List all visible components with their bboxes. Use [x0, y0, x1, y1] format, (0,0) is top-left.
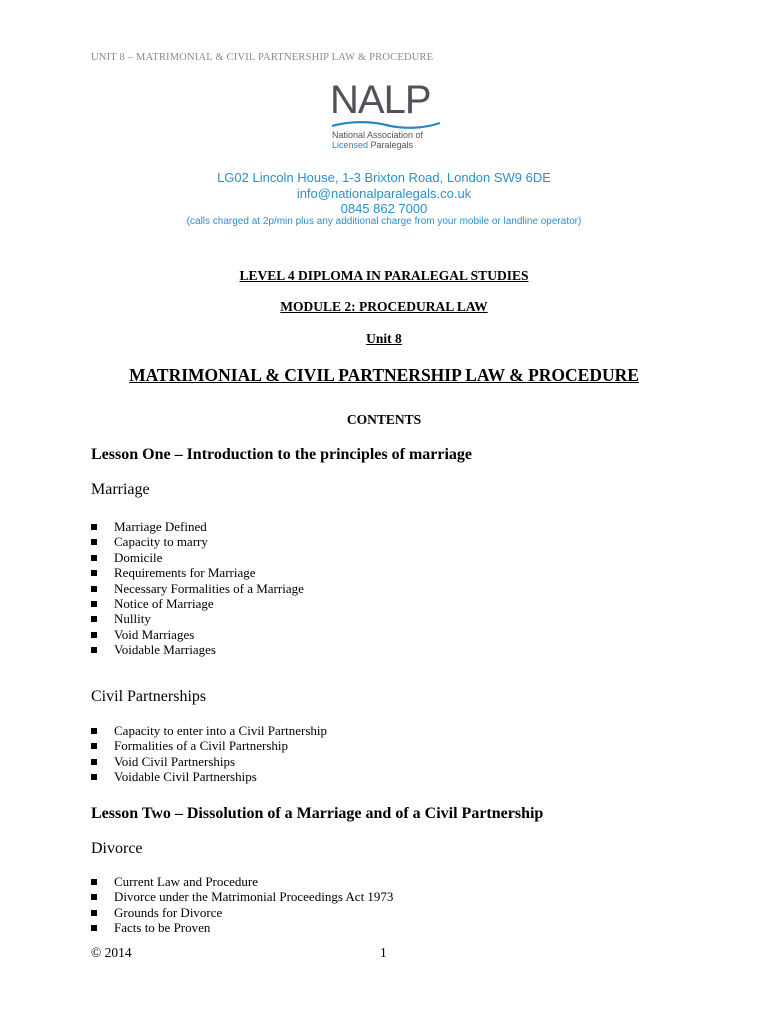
contact-address: LG02 Lincoln House, 1-3 Brixton Road, London SW9 6DE: [217, 170, 551, 185]
bullet-icon: [91, 743, 97, 749]
bullet-icon: [91, 910, 97, 916]
bullet-icon: [91, 647, 97, 653]
list-item: Capacity to enter into a Civil Partnership: [91, 723, 327, 738]
module-heading: MODULE 2: PROCEDURAL LAW: [280, 299, 488, 314]
document-title: MATRIMONIAL & CIVIL PARTNERSHIP LAW & PROCEDURE: [129, 365, 639, 385]
bullet-icon: [91, 555, 97, 561]
marriage-list: [91, 519, 304, 658]
bullet-icon: [91, 524, 97, 530]
contact-email[interactable]: info@nationalparalegals.co.uk: [296, 186, 472, 201]
list-item: Nullity: [91, 611, 304, 626]
bullet-icon: [91, 539, 97, 545]
list-item: Formalities of a Civil Partnership: [91, 738, 327, 753]
bullet-icon: [91, 925, 97, 931]
list-item: Facts to be Proven: [91, 920, 393, 935]
list-item: Grounds for Divorce: [91, 905, 393, 920]
bullet-icon: [91, 632, 97, 638]
diploma-heading: LEVEL 4 DIPLOMA IN PARALEGAL STUDIES: [239, 268, 529, 283]
nalp-logo: [330, 80, 450, 160]
contact-phone: 0845 862 7000: [340, 201, 428, 216]
logo-line-1: National Association of: [332, 130, 424, 140]
bullet-icon: [91, 728, 97, 734]
contact-call-note: (calls charged at 2p/min plus any additional charge from your mobile or landline operator): [186, 216, 582, 227]
bullet-icon: [91, 570, 97, 576]
logo-wave-icon: [330, 120, 442, 130]
logo-line-2-highlight: Licensed: [332, 140, 369, 150]
list-item: Requirements for Marriage: [91, 565, 304, 580]
civil-partnerships-heading: Civil Partnerships: [91, 688, 207, 705]
list-item: Void Marriages: [91, 627, 304, 642]
divorce-heading: Divorce: [91, 840, 143, 857]
list-item: Voidable Civil Partnerships: [91, 769, 327, 784]
lesson-one-title: Lesson One – Introduction to the principles of marriage: [91, 446, 473, 463]
civil-partnerships-list: [91, 723, 327, 785]
list-item: Voidable Marriages: [91, 642, 304, 657]
list-item: Capacity to marry: [91, 534, 304, 549]
list-item: Divorce under the Matrimonial Proceedings Act 1973: [91, 889, 393, 904]
bullet-icon: [91, 586, 97, 592]
list-item: Notice of Marriage: [91, 596, 304, 611]
list-item: Current Law and Procedure: [91, 874, 393, 889]
contents-heading: CONTENTS: [346, 412, 422, 427]
bullet-icon: [91, 616, 97, 622]
divorce-list: [91, 874, 393, 936]
logo-line-2: [332, 140, 413, 150]
logo-wordmark: NALP: [330, 78, 431, 122]
list-item: Necessary Formalities of a Marriage: [91, 581, 304, 596]
unit-heading: Unit 8: [366, 331, 402, 346]
list-item: Void Civil Partnerships: [91, 754, 327, 769]
footer-copyright: © 2014: [91, 945, 132, 960]
bullet-icon: [91, 601, 97, 607]
running-header: UNIT 8 – MATRIMONIAL & CIVIL PARTNERSHIP LAW & PROCEDURE: [91, 52, 434, 63]
footer-page-number: 1: [380, 945, 387, 960]
bullet-icon: [91, 879, 97, 885]
logo-line-2-rest: Paralegals: [368, 140, 414, 150]
marriage-heading: Marriage: [91, 481, 150, 498]
bullet-icon: [91, 774, 97, 780]
list-item: Marriage Defined: [91, 519, 304, 534]
bullet-icon: [91, 759, 97, 765]
bullet-icon: [91, 894, 97, 900]
lesson-two-title: Lesson Two – Dissolution of a Marriage and of a Civil Partnership: [91, 805, 544, 822]
list-item: Domicile: [91, 550, 304, 565]
